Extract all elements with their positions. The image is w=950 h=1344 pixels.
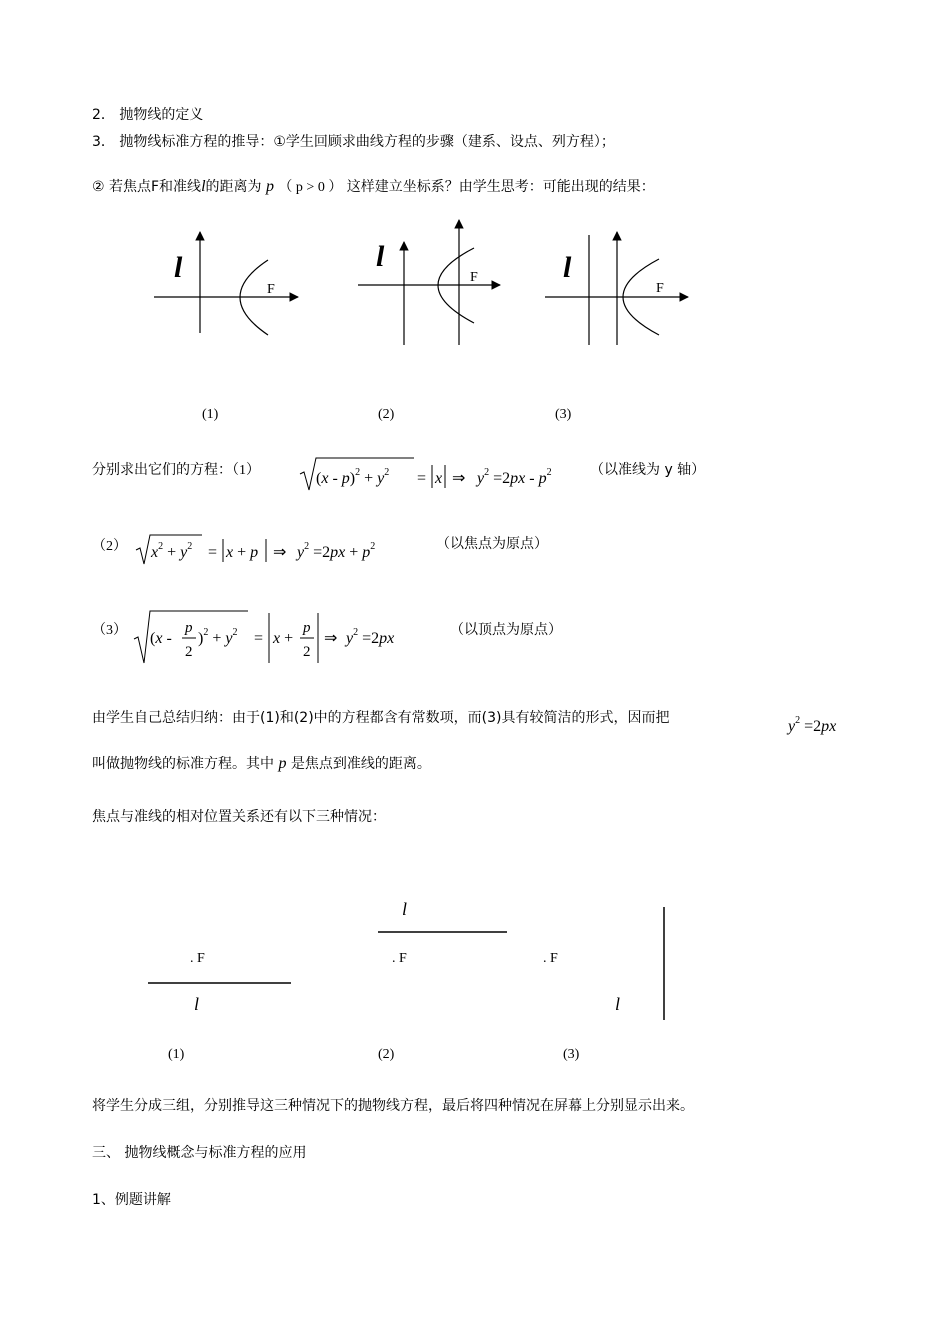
case1-focus: . F (190, 951, 205, 966)
svg-text:=: = (254, 630, 264, 647)
fig2-directrix-label: l (376, 240, 385, 273)
line-definition: 2． 抛物线的定义 (92, 107, 204, 123)
fig1-caption: (1) (202, 407, 219, 422)
case2-caption: (2) (378, 1047, 395, 1062)
example-heading: 1、例题讲解 (92, 1192, 171, 1208)
svg-text:x + p: x + p (226, 544, 259, 561)
eq3-note: （以顶点为原点） (450, 622, 562, 638)
line-setup (92, 176, 655, 196)
equation-3 (130, 605, 430, 667)
parabola-figures (0, 210, 950, 430)
fig2-focus-label: F (470, 270, 478, 285)
fig1-directrix-label: l (174, 251, 183, 284)
svg-text:p: p (303, 620, 311, 636)
fig3-caption: (3) (555, 407, 572, 422)
case1-caption: (1) (168, 1047, 185, 1062)
summary2-p: p (278, 755, 287, 772)
svg-text:=: = (417, 470, 427, 487)
figure-3 (545, 232, 688, 345)
equation-1 (296, 452, 596, 496)
case-1 (148, 951, 291, 1014)
equation-2 (132, 530, 422, 570)
summary-line-1: 由学生自己总结归纳：由于(1)和(2)中的方程都含有常数项，而(3)具有较简洁的形式，因而把 (92, 710, 670, 726)
line-derivation: 3． 抛物线标准方程的推导：①学生回顾求曲线方程的步骤（建系、设点、列方程）； (92, 134, 615, 150)
svg-text:x +: x + (273, 630, 294, 647)
svg-text:x: x (435, 470, 443, 487)
case3-focus: . F (543, 951, 558, 966)
figure-2 (358, 220, 500, 345)
setup-post: 这样建立坐标系？由学生思考：可能出现的结果： (346, 179, 655, 195)
eq2-number: （2） (92, 539, 127, 554)
svg-text:y2 =2px: $y^2 =2px$ (346, 627, 395, 647)
svg-text:y2 =2px - p2: $y^2 =2px - p^2$ (477, 467, 552, 487)
equation-intro (92, 459, 260, 479)
focus-directrix-figures (0, 890, 950, 1070)
svg-text:2: 2 (185, 644, 193, 660)
svg-text:⇒: ⇒ (452, 470, 466, 487)
fig1-focus-label: F (267, 282, 275, 297)
fig2-caption: (2) (378, 407, 395, 422)
case2-focus: . F (392, 951, 407, 966)
svg-text:y2 =2px: $y^2 =2px$ (788, 715, 837, 735)
case2-directrix: l (402, 899, 408, 919)
p-symbol: p (265, 178, 274, 195)
section-3-heading: 三、 抛物线概念与标准方程的应用 (92, 1145, 307, 1161)
svg-text:⇒: ⇒ (273, 544, 287, 561)
groups-text: 将学生分成三组，分别推导这三种情况下的抛物线方程，最后将四种情况在屏幕上分别显示出来。 (92, 1098, 694, 1114)
fig3-focus-label: F (656, 281, 664, 296)
eq3-number: （3） (92, 623, 127, 638)
svg-text:x2 + y2: $x^2 + y^2$ (151, 541, 193, 561)
svg-text:p: p (185, 620, 193, 636)
svg-text:(x -: (x - (150, 630, 172, 647)
case3-directrix: l (615, 994, 621, 1014)
summary2-post: 是焦点到准线的距离。 (290, 756, 431, 772)
summary2-pre: 叫做抛物线的标准方程。其中 (92, 756, 274, 772)
summary-line-2 (92, 753, 431, 773)
svg-text:=: = (208, 544, 218, 561)
standard-form (786, 708, 866, 740)
svg-text:(x - p)2 + y2: $(x - p)^2 + y^2$ (316, 467, 390, 487)
svg-text:2: 2 (303, 644, 311, 660)
equation-intro-text: 分别求出它们的方程： (92, 462, 232, 478)
case3-caption: (3) (563, 1047, 580, 1062)
case-3 (543, 907, 664, 1020)
p-condition: （ p > 0 ） (278, 180, 343, 195)
eq1-number: （1） (232, 463, 260, 478)
svg-text:)2 + y2: )$^2 + y^2$ (198, 627, 238, 647)
figure-1 (154, 232, 298, 335)
relative-position-text: 焦点与准线的相对位置关系还有以下三种情况： (92, 809, 386, 825)
eq2-note: （以焦点为原点） (436, 536, 548, 552)
case-2 (378, 899, 507, 966)
svg-text:y2 =2px + p2: $y^2 =2px + p^2$ (297, 541, 376, 561)
case1-directrix: l (194, 994, 200, 1014)
eq1-note: （以准线为 y 轴） (590, 462, 706, 478)
setup-mid: 的距离为 (205, 179, 262, 195)
setup-pre: ② 若焦点F和准线 (92, 179, 202, 195)
directrix-symbol: l (201, 178, 206, 195)
svg-text:⇒: ⇒ (324, 630, 338, 647)
fig3-directrix-label: l (563, 251, 572, 284)
